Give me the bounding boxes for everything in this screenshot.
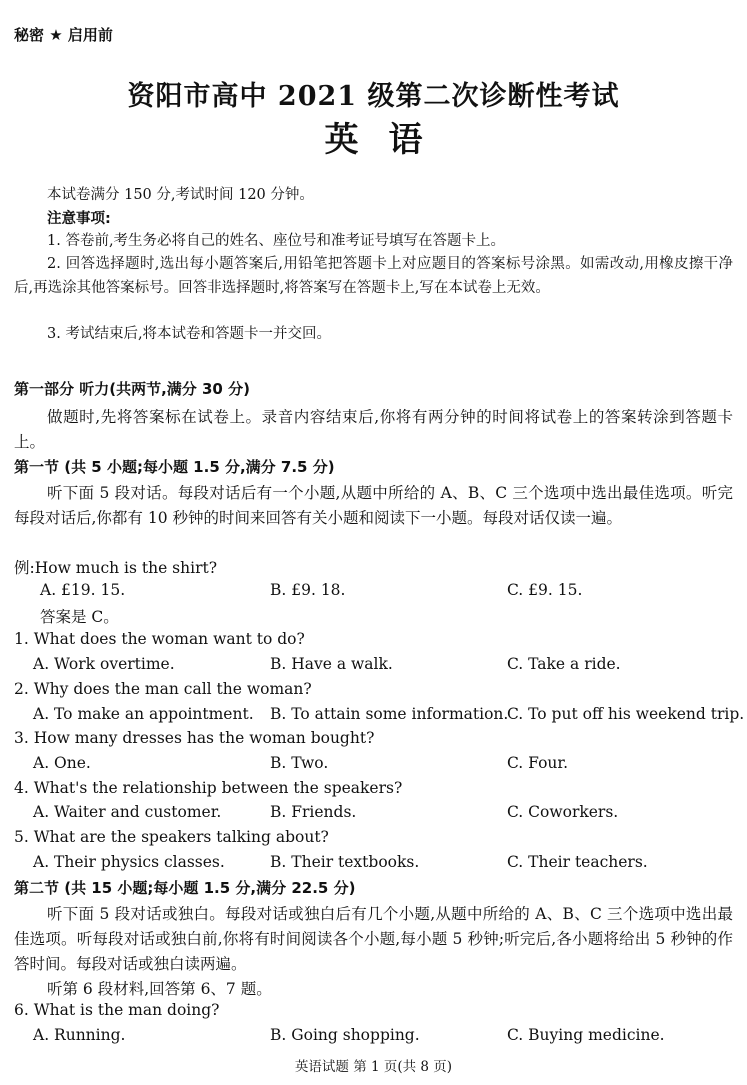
question-6-option-c: C. Buying medicine. — [507, 1026, 665, 1044]
question-1-option-c: C. Take a ride. — [507, 655, 621, 673]
section1-header: 第一节 (共 5 小题;每小题 1.5 分,满分 7.5 分) — [14, 458, 335, 476]
question-2-option-c: C. To put off his weekend trip. — [507, 705, 745, 723]
question-4-option-c: C. Coworkers. — [507, 803, 619, 821]
question-3-option-c: C. Four. — [507, 754, 569, 772]
note-1: 1. 答卷前,考生务必将自己的姓名、座位号和准考证号填写在答题卡上。 — [47, 233, 506, 249]
question-2-option-a: A. To make an appointment. — [33, 705, 254, 723]
question-4-option-a: A. Waiter and customer. — [33, 803, 222, 821]
question-4: 4. What's the relationship between the speakers? — [14, 779, 403, 797]
question-3-option-a: A. One. — [33, 754, 91, 772]
question-6-option-b: B. Going shopping. — [270, 1026, 420, 1044]
example-question: 例:How much is the shirt? — [14, 559, 218, 577]
part1-intro: 做题时,先将答案标在试卷上。录音内容结束后,你将有两分钟的时间将试卷上的答案转涂到答题卡上。 — [14, 408, 733, 451]
question-2-option-b: B. To attain some information. — [270, 705, 509, 723]
section2-intro: 听下面 5 段对话或独白。每段对话或独白后有几个小题,从题中所给的 A、B、C 三个选项中选出最佳选项。听每段对话或独白前,你将有时间阅读各个小题,每小题 5 秒钟;听完后,各小题将给出 5 秒钟的作答时间。每段对话或独白读两遍。 — [14, 905, 733, 973]
question-6-option-a: A. Running. — [33, 1026, 126, 1044]
page-footer: 英语试题 第 1 页(共 8 页) — [294, 1059, 453, 1075]
question-6: 6. What is the man doing? — [14, 1001, 220, 1019]
question-1: 1. What does the woman want to do? — [14, 630, 305, 648]
confidential-mark: 秘密 ★ 启用前 — [14, 26, 113, 44]
question-5: 5. What are the speakers talking about? — [14, 828, 329, 846]
section1-intro: 听下面 5 段对话。每段对话后有一个小题,从题中所给的 A、B、C 三个选项中选出最佳选项。听完每段对话后,你都有 10 秒钟的时间来回答有关小题和阅读下一小题。每段对话仅读一遍。 — [14, 484, 733, 527]
question-3-option-b: B. Two. — [270, 754, 329, 772]
part1-header: 第一部分 听力(共两节,满分 30 分) — [14, 380, 250, 398]
exam-title: 资阳市高中 2021 级第二次诊断性考试 — [127, 81, 620, 112]
question-5-option-c: C. Their teachers. — [507, 853, 648, 871]
question-4-option-b: B. Friends. — [270, 803, 357, 821]
note-2: 2. 回答选择题时,选出每小题答案后,用铅笔把答题卡上对应题目的答案标号涂黑。如需改动,用橡皮擦干净后,再选涂其他答案标号。回答非选择题时,将答案写在答题卡上,写在本试卷上无效。 — [14, 256, 733, 296]
question-5-option-a: A. Their physics classes. — [33, 853, 225, 871]
question-3: 3. How many dresses has the woman bought? — [14, 729, 375, 747]
material-6-note: 听第 6 段材料,回答第 6、7 题。 — [47, 980, 272, 998]
subject-title: 英语 — [324, 120, 453, 160]
note-3: 3. 考试结束后,将本试卷和答题卡一并交回。 — [47, 326, 332, 342]
question-1-option-a: A. Work overtime. — [33, 655, 175, 673]
question-1-option-b: B. Have a walk. — [270, 655, 393, 673]
example-option-a: A. £19. 15. — [40, 581, 126, 599]
section2-header: 第二节 (共 15 小题;每小题 1.5 分,满分 22.5 分) — [14, 879, 356, 897]
notes-title: 注意事项: — [47, 211, 111, 227]
example-option-b: B. £9. 18. — [270, 581, 346, 599]
question-5-option-b: B. Their textbooks. — [270, 853, 420, 871]
question-2: 2. Why does the man call the woman? — [14, 680, 312, 698]
example-answer: 答案是 C。 — [40, 608, 119, 626]
example-option-c: C. £9. 15. — [507, 581, 583, 599]
exam-summary: 本试卷满分 150 分,考试时间 120 分钟。 — [47, 187, 314, 203]
